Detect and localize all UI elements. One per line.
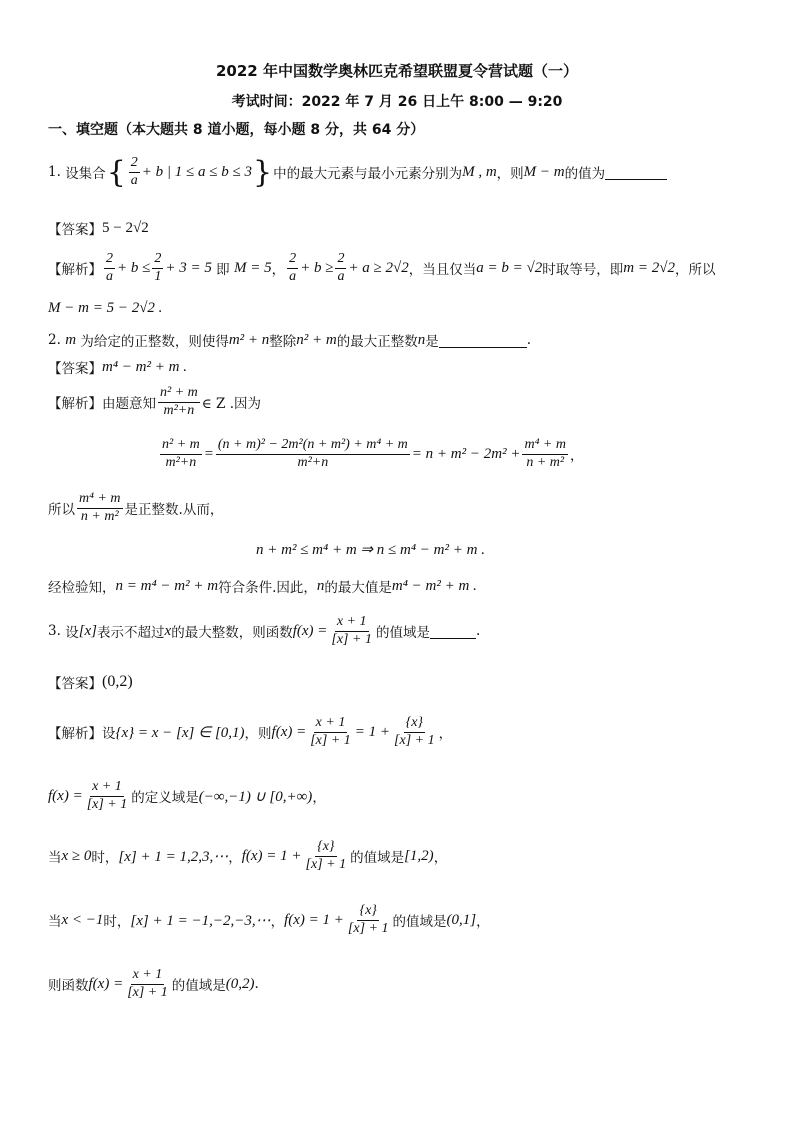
q3-a4-frac-den: [x] + 1 bbox=[347, 920, 389, 936]
q3-analysis-row4 bbox=[48, 898, 490, 942]
right-brace: } bbox=[252, 154, 273, 190]
q3-a5-2: f(x) = bbox=[88, 975, 124, 992]
q3-a3-9: ， bbox=[433, 850, 448, 866]
q1-a-text2: 时取等号，即 bbox=[542, 262, 624, 278]
q2-a-frac-den: m²+n bbox=[163, 402, 195, 418]
q1-a-frac4-den: a bbox=[337, 268, 345, 284]
q3-a5-5: . bbox=[254, 976, 259, 992]
q2-answer-row bbox=[48, 357, 187, 377]
q3-a4-3: 时， bbox=[103, 914, 131, 930]
section-heading: 一、填空题（本大题共 8 道小题，每小题 8 分，共 64 分） bbox=[48, 122, 425, 138]
q2-analysis-row1 bbox=[48, 382, 261, 422]
q2-eq-rfrac bbox=[522, 437, 568, 470]
q2-eq-lhs-den: m²+n bbox=[165, 454, 197, 470]
q1-a-comma: ， bbox=[271, 262, 286, 278]
q2-check3: 符合条件.因此， bbox=[218, 580, 317, 596]
q1-a-frac3-den: a bbox=[289, 268, 297, 284]
q3-a1-6: ， bbox=[438, 726, 453, 742]
q1-a-frac3-num: 2 bbox=[287, 251, 298, 268]
q3-number: 3. bbox=[48, 623, 61, 639]
q2-s6: 的最大正整数 bbox=[336, 334, 418, 350]
q3-a4-5: ， bbox=[270, 914, 285, 930]
q2-s5: n² + m bbox=[296, 331, 337, 348]
q3-a3-2: x ≥ 0 bbox=[61, 847, 92, 864]
q3-a2-3: (−∞,−1) ∪ [0,+∞) bbox=[198, 788, 313, 805]
q2-eq-right: = n + m² − 2m² + bbox=[411, 445, 521, 462]
q3-a1-gfrac bbox=[392, 715, 437, 748]
q2-so2: 是正整数.从而， bbox=[124, 502, 224, 518]
q1-stem-b: 中的最大元素与最小元素分别为 bbox=[273, 166, 463, 182]
q3-a5-frac bbox=[125, 967, 170, 1000]
q3-a4-6: f(x) = 1 + bbox=[284, 911, 344, 928]
q3-a3-5: ， bbox=[228, 850, 242, 866]
q1-a-pre: + b ≤ bbox=[117, 259, 151, 276]
q3-a3-frac bbox=[304, 839, 349, 872]
q1-a-text3: ，所以 bbox=[674, 262, 716, 278]
q1-stem-mm: M , m bbox=[462, 163, 497, 180]
q1-stem-c: ，则 bbox=[496, 166, 524, 182]
q2-eq-lhs bbox=[160, 437, 202, 470]
q2-check5: 的最大值是 bbox=[324, 580, 392, 596]
q3-a2-4: ， bbox=[312, 790, 326, 806]
q3-a2-1: f(x) = bbox=[48, 787, 83, 804]
q1-a-m: m = 2√2 bbox=[623, 259, 675, 276]
q2-s9: . bbox=[526, 332, 532, 348]
q3-a1-gfrac-den: [x] + 1 bbox=[394, 732, 435, 748]
q1-a-frac4 bbox=[335, 251, 346, 284]
q3-analysis-row1 bbox=[48, 710, 452, 754]
q3-s7: 的值域是 bbox=[375, 625, 430, 641]
q2-check1: 经检验知， bbox=[48, 580, 116, 596]
question-2 bbox=[48, 330, 531, 350]
q2-s4: 整除 bbox=[269, 334, 297, 350]
q1-a-frac1 bbox=[104, 251, 115, 284]
q2-so1: 所以 bbox=[48, 502, 75, 518]
question-1 bbox=[48, 152, 667, 192]
q3-a2-2: 的定义域是 bbox=[131, 790, 199, 806]
q2-eq-mid-num: (n + m)² − 2m²(n + m²) + m⁴ + m bbox=[216, 437, 410, 454]
q3-a2-frac-num: x + 1 bbox=[90, 779, 124, 796]
q2-s3: m² + n bbox=[228, 331, 270, 348]
q2-a-text2: ∈ Z .因为 bbox=[201, 396, 262, 412]
q3-a4-4: [x] + 1 = −1,−2,−3,⋯ bbox=[130, 912, 271, 929]
q3-a4-frac-num: {x} bbox=[357, 903, 378, 920]
q3-a1-4: f(x) = bbox=[271, 723, 307, 740]
q1-a-text: ，当且仅当 bbox=[408, 262, 477, 278]
q3-a1-5: = 1 + bbox=[354, 723, 391, 740]
q1-set-num: 2 bbox=[129, 155, 140, 172]
q3-s5: 的最大整数，则函数 bbox=[171, 625, 293, 641]
q2-a-frac bbox=[158, 385, 200, 418]
q3-a5-frac-den: [x] + 1 bbox=[127, 984, 168, 1000]
q3-answer-blank bbox=[430, 637, 476, 639]
q3-a3-3: 时， bbox=[91, 850, 119, 866]
q2-s8: 是 bbox=[425, 334, 439, 350]
q1-stem-d: 的值为 bbox=[564, 166, 606, 182]
q1-a-frac4-num: 2 bbox=[335, 251, 346, 268]
q3-a4-2: x < −1 bbox=[61, 911, 104, 928]
q2-check4: n bbox=[316, 577, 325, 594]
q3-frac bbox=[329, 614, 374, 647]
q3-a5-frac-num: x + 1 bbox=[131, 967, 165, 984]
q3-frac-den: [x] + 1 bbox=[331, 631, 372, 647]
q2-so-num: m⁴ + m bbox=[77, 491, 123, 508]
analysis-label: 【解析】 bbox=[48, 726, 102, 742]
q3-a5-4: (0,2) bbox=[225, 975, 255, 992]
q3-a3-7: 的值域是 bbox=[350, 850, 405, 866]
q3-analysis-row5 bbox=[48, 962, 259, 1006]
q2-number: 2. bbox=[48, 332, 61, 348]
left-brace: { bbox=[106, 154, 126, 190]
answer-label: 【答案】 bbox=[48, 222, 102, 238]
q1-answer-row bbox=[48, 218, 149, 238]
q2-answer-blank bbox=[439, 346, 527, 348]
q3-a4-1: 当 bbox=[48, 914, 62, 930]
q1-a-frac1-num: 2 bbox=[104, 251, 115, 268]
q3-s6: f(x) = bbox=[292, 622, 328, 639]
q2-eq-end: ， bbox=[570, 448, 584, 464]
q3-s1: 设 bbox=[65, 625, 79, 641]
q2-answer: m⁴ − m² + m . bbox=[102, 358, 187, 375]
q1-a-frac3 bbox=[287, 251, 298, 284]
q2-eq-mid-den: m²+n bbox=[297, 454, 329, 470]
q2-eq-rfrac-num: m⁴ + m bbox=[522, 437, 568, 454]
q3-s2: [x] bbox=[78, 622, 98, 639]
q1-a-cond: a = b = √2 bbox=[476, 259, 543, 276]
q1-answer-blank bbox=[605, 178, 667, 180]
q2-so-row bbox=[48, 488, 223, 528]
q1-analysis-row1 bbox=[48, 248, 715, 288]
q2-eq-sign: = bbox=[203, 445, 214, 462]
q1-a-frac2-den: 1 bbox=[154, 268, 162, 284]
q3-a1-2: {x} = x − [x] ∈ [0,1) bbox=[115, 724, 245, 741]
q3-a2-frac bbox=[85, 779, 130, 812]
q2-so-frac bbox=[77, 491, 123, 524]
q3-a3-4: [x] + 1 = 1,2,3,⋯ bbox=[118, 848, 229, 865]
q3-a3-frac-den: [x] + 1 bbox=[305, 856, 347, 872]
q2-eq-rfrac-den: n + m² bbox=[526, 454, 565, 470]
q1-a-frac2 bbox=[152, 251, 163, 284]
q3-frac-num: x + 1 bbox=[335, 614, 369, 631]
answer-label: 【答案】 bbox=[48, 676, 102, 692]
q3-a4-frac bbox=[346, 903, 391, 936]
q1-a-frac1-den: a bbox=[106, 268, 113, 284]
q3-a1-gfrac-num: {x} bbox=[404, 715, 425, 732]
q1-a-frac2-num: 2 bbox=[152, 251, 163, 268]
q2-check6: m⁴ − m² + m . bbox=[391, 577, 477, 594]
q1-a-M: M = 5 bbox=[233, 259, 272, 276]
analysis-label: 【解析】 bbox=[48, 262, 102, 278]
q3-a1-frac-den: [x] + 1 bbox=[310, 732, 351, 748]
q3-analysis-row3 bbox=[48, 834, 447, 878]
q1-answer: 5 − 2√2 bbox=[102, 219, 149, 236]
q2-s7: n bbox=[417, 331, 426, 348]
q2-s2: 为给定的正整数，则使得 bbox=[80, 334, 229, 350]
q3-a3-8: [1,2) bbox=[404, 847, 434, 864]
q3-a4-9: ， bbox=[476, 914, 490, 930]
q3-a1-frac bbox=[308, 715, 353, 748]
q3-a3-1: 当 bbox=[48, 850, 62, 866]
q3-answer-row bbox=[48, 672, 133, 692]
q3-a2-frac-den: [x] + 1 bbox=[86, 796, 128, 812]
q1-analysis-row2: M − m = 5 − 2√2 . bbox=[48, 300, 163, 316]
q2-so-den: n + m² bbox=[80, 508, 119, 524]
q3-a5-1: 则函数 bbox=[48, 978, 89, 994]
q2-inequality: n + m² ≤ m⁴ + m ⇒ n ≤ m⁴ − m² + m . bbox=[256, 542, 485, 558]
q3-a4-8: (0,1] bbox=[446, 911, 477, 928]
q2-eq-mid bbox=[216, 437, 410, 470]
q3-analysis-row2 bbox=[48, 774, 326, 818]
q2-equation bbox=[158, 432, 584, 476]
q1-a-mid: + b ≥ bbox=[300, 259, 334, 276]
q2-eq-lhs-num: n² + m bbox=[160, 437, 202, 454]
q2-a-text1: 由题意知 bbox=[102, 396, 156, 412]
q3-answer: (0,2) bbox=[102, 673, 133, 690]
q3-a3-frac-num: {x} bbox=[315, 839, 336, 856]
q1-set-fraction bbox=[129, 155, 140, 188]
q3-a4-7: 的值域是 bbox=[392, 914, 447, 930]
answer-label: 【答案】 bbox=[48, 361, 102, 377]
analysis-label: 【解析】 bbox=[48, 396, 102, 412]
q1-a-post: + 3 = 5 bbox=[165, 259, 212, 276]
q3-a5-3: 的值域是 bbox=[171, 978, 226, 994]
q3-a3-6: f(x) = 1 + bbox=[241, 847, 302, 864]
q1-stem-a: 设集合 bbox=[65, 166, 106, 182]
q3-a1-3: ，则 bbox=[244, 726, 272, 742]
q1-stem-expr: M − m bbox=[523, 163, 565, 180]
q2-check-row bbox=[48, 576, 477, 596]
document-title: 2022 年中国数学奥林匹克希望联盟夏令营试题（一） bbox=[216, 62, 578, 80]
q1-set-rest: + b | 1 ≤ a ≤ b ≤ 3 bbox=[141, 163, 252, 180]
exam-time: 考试时间：2022 年 7 月 26 日上午 8:00 — 9:20 bbox=[231, 94, 563, 110]
q1-a-ji: 即 bbox=[216, 262, 230, 278]
q2-a-frac-num: n² + m bbox=[158, 385, 200, 402]
q1-number: 1. bbox=[48, 164, 61, 180]
q1-a-mid2: + a ≥ 2√2 bbox=[348, 259, 409, 276]
q3-s4: x bbox=[164, 622, 172, 639]
q3-s3: 表示不超过 bbox=[97, 625, 165, 641]
q3-s8: . bbox=[475, 623, 481, 639]
q3-a1-frac-num: x + 1 bbox=[314, 715, 348, 732]
question-3 bbox=[48, 610, 480, 652]
q1-set-den: a bbox=[130, 172, 138, 188]
q2-check2: n = m⁴ − m² + m bbox=[115, 577, 219, 594]
q3-a1-1: 设 bbox=[102, 726, 116, 742]
q2-s1: m bbox=[65, 331, 77, 348]
